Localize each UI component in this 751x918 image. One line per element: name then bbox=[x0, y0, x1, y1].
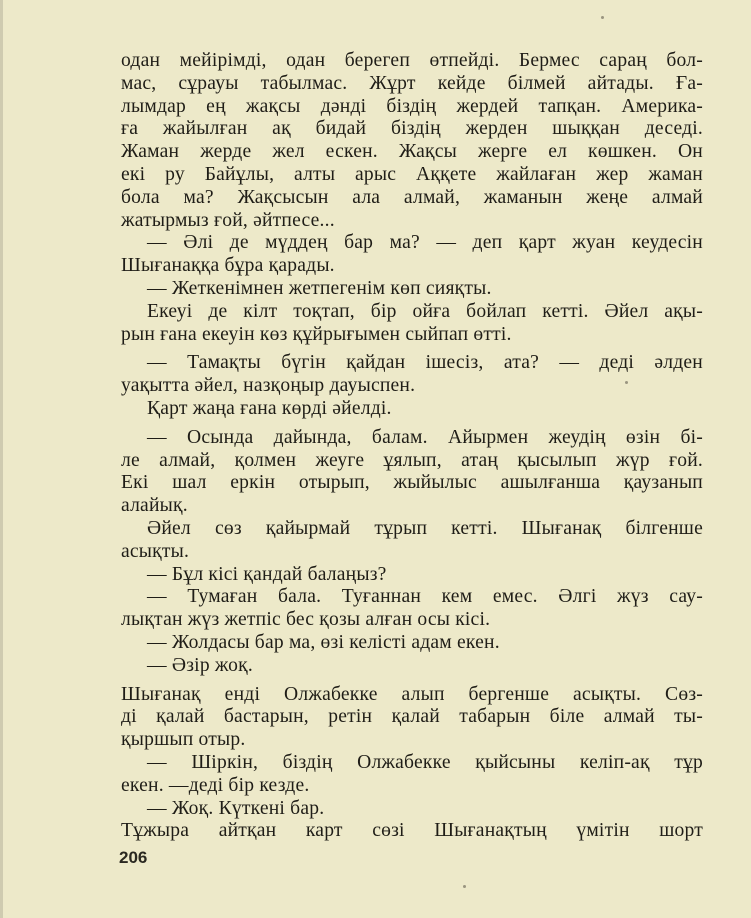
text-line: қыршып отыр. bbox=[121, 729, 246, 751]
text-line: мас, сұрауы табылмас. Жұрт кейде білмей айтады. Ға- bbox=[121, 72, 703, 94]
text-line: — Жолдасы бар ма, өзі келісті адам екен. bbox=[147, 631, 500, 653]
text-line: — Әзір жоқ. bbox=[147, 654, 253, 676]
text-line: уақытта әйел, назқоңыр дауыспен. bbox=[121, 375, 416, 397]
text-line: лымдар ең жақсы дәнді біздің жердей тапқан. Америка- bbox=[121, 95, 703, 117]
text-line: екен. —деді бір кезде. bbox=[121, 774, 310, 796]
text-line: — Бұл кісі қандай балаңыз? bbox=[147, 563, 387, 585]
text-line: ді қалай бастарын, ретін қалай табарын біле алмай ты- bbox=[121, 706, 703, 728]
text-line: — Осында дайында, балам. Айырмен жеудің өзін бі- bbox=[147, 426, 703, 448]
text-line: одан мейірімді, одан берегеп өтпейді. Бермес сараң бол- bbox=[121, 50, 703, 71]
text-line: Тұжыра айтқан карт сөзі Шығанақтың үмітін шорт bbox=[121, 820, 703, 842]
text-line: Қарт жаңа ғана көрді әйелді. bbox=[147, 397, 392, 419]
page-number: 206 bbox=[119, 848, 148, 867]
text-line: — Жеткенімнен жетпегенім көп сияқты. bbox=[147, 277, 492, 299]
text-line: лықтан жүз жетпіс бес қозы алған осы кісі. bbox=[121, 609, 491, 631]
text-line: — Тамақты бүгін қайдан ішесіз, ата? — деді әлден bbox=[147, 352, 703, 374]
text-line: ле алмай, қолмен жеуге ұялып, атаң қысылып жүр ғой. bbox=[121, 449, 703, 471]
text-line: Жаман жерде жел ескен. Жақсы жерге ел көшкен. Он bbox=[121, 141, 703, 163]
text-line: — Тумаған бала. Туғаннан кем емес. Әлгі жүз сау- bbox=[147, 586, 703, 608]
text-line: асықты. bbox=[121, 540, 190, 562]
paper-speck bbox=[463, 885, 466, 888]
text-line: екі ру Байұлы, алты арыс Аққете жайлаған жер жаман bbox=[121, 163, 703, 185]
text-line: — Жоқ. Күткені бар. bbox=[147, 797, 325, 819]
text-line: — Әлі де мүддең бар ма? — деп қарт жуан кеудесін bbox=[147, 232, 703, 254]
text-line: Екеуі де кілт тоқтап, бір ойға бойлап кетті. Әйел ақы- bbox=[147, 300, 703, 322]
text-line: Шығанаққа бұра қарады. bbox=[121, 255, 335, 277]
text-line: Әйел сөз қайырмай тұрып кетті. Шығанақ білгенше bbox=[147, 517, 703, 539]
text-line: жатырмыз ғой, әйтпесе... bbox=[121, 209, 335, 231]
text-line: ға жайылған ақ бидай біздің жерден шыққан деседі. bbox=[121, 118, 703, 140]
text-line: Шығанақ енді Олжабекке алып бергенше асықты. Сөз- bbox=[121, 683, 703, 705]
body-text bbox=[121, 50, 703, 843]
paper-speck bbox=[601, 16, 604, 19]
text-line: бола ма? Жақсысын ала алмай, жаманын жеңе алмай bbox=[121, 186, 703, 208]
text-line: алайық. bbox=[121, 495, 188, 517]
text-line: рын ғана екеуін көз құйрығымен сыйпап өтті. bbox=[121, 323, 512, 345]
text-line: — Шіркін, біздің Олжабекке қыйсыны келіп-ақ тұр bbox=[147, 751, 703, 773]
text-line: Екі шал еркін отырып, жыйылыс ашылғанша қаузанып bbox=[121, 472, 703, 494]
